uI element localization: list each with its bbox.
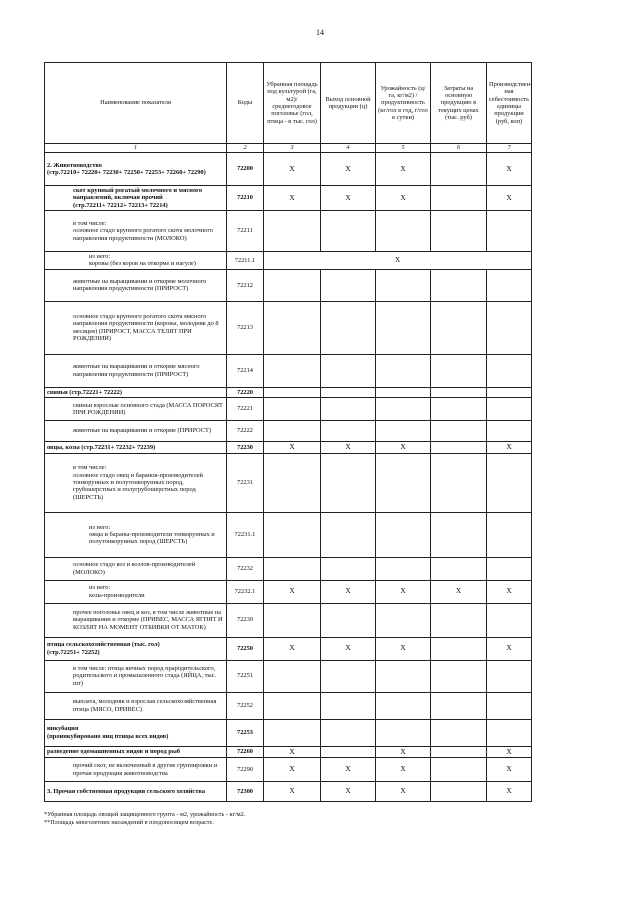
indicator-code: 72230: [227, 442, 264, 454]
indicator-name: животные на выращивании и откорме мясного направления продуктивности (ПРИРОСТ): [45, 354, 227, 387]
value-cell: X: [264, 746, 321, 758]
table-body: [45, 153, 532, 802]
value-cell: [431, 387, 487, 397]
value-cell: X: [321, 186, 376, 211]
value-cell: X: [264, 442, 321, 454]
indicator-code: 72231: [227, 453, 264, 512]
indicator-code: 72231.1: [227, 512, 264, 557]
value-cell: [264, 354, 321, 387]
value-cell: [431, 354, 487, 387]
value-cell: [321, 387, 376, 397]
value-cell: X: [321, 442, 376, 454]
value-cell: [264, 398, 321, 421]
indicator-code: 72212: [227, 269, 264, 301]
indicator-code: 72251: [227, 660, 264, 692]
col-number: 5: [376, 144, 431, 153]
value-cell: [431, 512, 487, 557]
value-cell: [487, 301, 532, 354]
value-cell: [376, 301, 431, 354]
indicator-name: из него: козы-производители: [45, 580, 227, 603]
value-cell: X: [376, 186, 431, 211]
header-yield: Урожайность (ц/га, кг/м2) / продуктивность (кг/гол в год, г/гол в сутки): [376, 63, 431, 144]
indicator-code: 72214: [227, 354, 264, 387]
value-cell: [431, 453, 487, 512]
value-cell: X: [487, 186, 532, 211]
value-cell: [376, 354, 431, 387]
value-cell: [264, 660, 321, 692]
table-row: [45, 387, 532, 397]
header-row: [45, 63, 532, 144]
value-cell: X: [264, 637, 321, 660]
indicator-name: птица сельскохозяйственная (тыс. гол) (стр.72251+ 72252): [45, 637, 227, 660]
indicator-code: 72252: [227, 692, 264, 719]
value-cell: [431, 719, 487, 746]
value-cell: [264, 512, 321, 557]
footnote: *Убранная площадь овощей защищенного грунта - м2, урожайность - кг/м2.: [44, 811, 246, 818]
indicator-code: 72253: [227, 719, 264, 746]
value-cell: X: [487, 153, 532, 186]
value-cell: [487, 453, 532, 512]
indicator-code: 72290: [227, 758, 264, 782]
value-cell: X: [264, 186, 321, 211]
indicator-name: инкубация (проинкубировано яиц птицы всех видов): [45, 719, 227, 746]
value-cell: [376, 557, 431, 580]
indicator-name: свиньи взрослые основного стада (МАССА ПОРОСЯТ ПРИ РОЖДЕНИИ): [45, 398, 227, 421]
value-cell: [431, 758, 487, 782]
indicator-code: 72239: [227, 603, 264, 637]
indicator-code: 72213: [227, 301, 264, 354]
table-row: [45, 301, 532, 354]
indicator-name: прочее поголовье овец и коз, в том числе животные на выращивании и откорме (ПРИВЕС, МАССА ЯГНЯТ И КОЗЛЯТ НА МОМЕНТ ОТБИВКИ ОТ МАТОК): [45, 603, 227, 637]
value-cell: [431, 442, 487, 454]
value-cell: [321, 746, 376, 758]
value-cell: [264, 603, 321, 637]
value-cell: [431, 269, 487, 301]
value-cell: [264, 719, 321, 746]
value-cell: [431, 211, 487, 252]
value-cell: X: [487, 782, 532, 802]
value-cell: [487, 398, 532, 421]
indicator-name: овцы, козы (стр.72231+ 72232+ 72239): [45, 442, 227, 454]
footnotes: [44, 811, 245, 827]
value-cell: [376, 719, 431, 746]
value-cell: [431, 398, 487, 421]
indicator-name: животные на выращивании и откорме (ПРИРОСТ): [45, 421, 227, 442]
value-cell: X: [264, 782, 321, 802]
value-cell: [321, 269, 376, 301]
indicator-code: 72222: [227, 421, 264, 442]
value-cell: [321, 301, 376, 354]
indicator-name: скот крупный рогатый молочного и мясного направлений, включая прочий (стр.72211+ 72212+ 72213+ 72214): [45, 186, 227, 211]
header-cost-per-unit: Производствен-ная себестоимость единицы продукции (руб, коп): [487, 63, 532, 144]
value-cell: [321, 603, 376, 637]
value-cell: [321, 719, 376, 746]
value-cell: [487, 719, 532, 746]
indicator-code: 72221: [227, 398, 264, 421]
value-cell: [376, 660, 431, 692]
value-cell: [487, 387, 532, 397]
value-cell: [431, 637, 487, 660]
value-cell: [376, 387, 431, 397]
value-cell: X: [321, 758, 376, 782]
value-cell: X: [487, 758, 532, 782]
value-cell: [376, 398, 431, 421]
table-row: [45, 398, 532, 421]
indicator-code: 72200: [227, 153, 264, 186]
value-cell: [264, 421, 321, 442]
value-cell: X: [487, 580, 532, 603]
col-number: 1: [45, 144, 227, 153]
value-cell: [431, 692, 487, 719]
indicator-code: 72232.1: [227, 580, 264, 603]
value-cell: [321, 354, 376, 387]
indicator-name: свиньи (стр.72221+ 72222): [45, 387, 227, 397]
value-cell: [431, 557, 487, 580]
table-row: [45, 153, 532, 186]
value-cell: X: [321, 153, 376, 186]
value-cell: [264, 387, 321, 397]
value-cell: X: [376, 746, 431, 758]
table-row: [45, 719, 532, 746]
value-cell: [431, 746, 487, 758]
value-cell: [321, 211, 376, 252]
value-cell: X: [431, 580, 487, 603]
indicator-name: в том числе: птица яичных пород прародительского, родительского и промышленного стада (ЯЙЦА, тыс. шт): [45, 660, 227, 692]
value-cell: [487, 211, 532, 252]
value-cell: [321, 398, 376, 421]
table-row: [45, 746, 532, 758]
value-cell: [376, 692, 431, 719]
indicator-code: 72232: [227, 557, 264, 580]
value-cell: X: [264, 580, 321, 603]
indicator-name: 3. Прочая собственная продукция сельского хозяйства: [45, 782, 227, 802]
value-cell: X: [321, 782, 376, 802]
indicator-code: 72250: [227, 637, 264, 660]
indicator-code: 72300: [227, 782, 264, 802]
value-cell: [321, 692, 376, 719]
value-cell: X: [376, 637, 431, 660]
value-cell: X: [376, 782, 431, 802]
value-cell: [376, 603, 431, 637]
page-number: 14: [316, 28, 324, 37]
table-row: [45, 512, 532, 557]
value-cell: [321, 557, 376, 580]
value-cell: X: [487, 442, 532, 454]
header-code: Коды: [227, 63, 264, 144]
indicator-name: животные на выращивании и откорме молочного направления продуктивности (ПРИРОСТ): [45, 269, 227, 301]
indicator-name: 2. Животноводство (стр.72210+ 72220+ 72230+ 72250+ 72253+ 72260+ 72290): [45, 153, 227, 186]
indicator-name: в том числе: основное стадо овец и баранов-производителей тонкорунных и полутонкорунных пород, грубошерстных и полугрубошерстных пород (ШЕРСТЬ): [45, 453, 227, 512]
col-number: 6: [431, 144, 487, 153]
col-number: 4: [321, 144, 376, 153]
table-row: [45, 580, 532, 603]
table-row: [45, 692, 532, 719]
header-costs: Затраты на основную продукцию в текущих ценах (тыс. руб): [431, 63, 487, 144]
table-row: [45, 252, 532, 270]
header-output: Выход основной продукции (ц): [321, 63, 376, 144]
table-row: [45, 442, 532, 454]
value-cell: [487, 269, 532, 301]
table-row: [45, 421, 532, 442]
value-cell: [264, 692, 321, 719]
value-cell: X: [487, 746, 532, 758]
indicator-name: основное стадо коз и козлов-производителей (МОЛОКО): [45, 557, 227, 580]
value-cell: X: [376, 580, 431, 603]
table-row: [45, 557, 532, 580]
indicator-code: 72260: [227, 746, 264, 758]
table-row: [45, 186, 532, 211]
value-cell: [487, 557, 532, 580]
table-row: [45, 660, 532, 692]
value-cell: [431, 153, 487, 186]
value-cell: [264, 211, 321, 252]
value-cell: [431, 421, 487, 442]
table-row: [45, 269, 532, 301]
indicator-name: из него: овцы и бараны-производители тонкорунных и полутонкорунных пород (ШЕРСТЬ): [45, 512, 227, 557]
table-row: [45, 603, 532, 637]
indicator-code: 72210: [227, 186, 264, 211]
table-row: [45, 354, 532, 387]
value-cell: [431, 660, 487, 692]
indicator-name: в том числе: основное стадо крупного рогатого скота молочного направления продуктивности (МОЛОКО): [45, 211, 227, 252]
merged-value-cell: X: [264, 252, 532, 270]
value-cell: [487, 354, 532, 387]
value-cell: [264, 453, 321, 512]
value-cell: [376, 269, 431, 301]
indicators-table: [44, 62, 532, 802]
indicator-code: 72220: [227, 387, 264, 397]
table-row: [45, 782, 532, 802]
value-cell: [376, 512, 431, 557]
header-name: Наименование показателя: [45, 63, 227, 144]
indicator-code: 72211: [227, 211, 264, 252]
value-cell: [431, 603, 487, 637]
value-cell: X: [376, 442, 431, 454]
value-cell: [264, 557, 321, 580]
indicator-name: выплата, молодняк и взрослая сельскохозяйственная птица (МЯСО, ПРИВЕС): [45, 692, 227, 719]
value-cell: [487, 421, 532, 442]
col-number: 7: [487, 144, 532, 153]
table-row: [45, 637, 532, 660]
indicator-code: 72211.1: [227, 252, 264, 270]
value-cell: X: [487, 637, 532, 660]
col-number: 3: [264, 144, 321, 153]
value-cell: [487, 692, 532, 719]
value-cell: [264, 269, 321, 301]
column-number-row: [45, 144, 532, 153]
value-cell: [431, 782, 487, 802]
footnote: **Площадь многолетних насаждений в плодоносящем возрасте.: [44, 819, 214, 827]
value-cell: [431, 301, 487, 354]
header-area: Убранная площадь под культурой (га, м2)/ среднегодовое поголовье (гол, птица - в тыс. гол): [264, 63, 321, 144]
value-cell: X: [264, 153, 321, 186]
value-cell: [321, 421, 376, 442]
value-cell: [487, 512, 532, 557]
table-row: [45, 758, 532, 782]
value-cell: [376, 421, 431, 442]
value-cell: [321, 512, 376, 557]
value-cell: [487, 603, 532, 637]
value-cell: X: [321, 637, 376, 660]
value-cell: X: [321, 580, 376, 603]
value-cell: X: [376, 153, 431, 186]
indicator-name: из него: коровы (без коров на откорме и нагуле): [45, 252, 227, 270]
value-cell: [264, 301, 321, 354]
value-cell: [321, 660, 376, 692]
value-cell: [431, 186, 487, 211]
indicator-name: разведение одомашненных видов и пород рыб: [45, 746, 227, 758]
indicator-name: основное стадо крупного рогатого скота мясного направления продуктивности (коровы, молодняк до 8 месяцев) (ПРИРОСТ, МАССА ТЕЛЯТ ПРИ РОЖДЕНИИ): [45, 301, 227, 354]
value-cell: X: [264, 758, 321, 782]
value-cell: [376, 211, 431, 252]
value-cell: [487, 660, 532, 692]
value-cell: X: [376, 758, 431, 782]
indicator-name: прочий скот, не включенный в другие группировки и прочая продукция животноводства: [45, 758, 227, 782]
value-cell: [376, 453, 431, 512]
value-cell: [321, 453, 376, 512]
table-row: [45, 211, 532, 252]
table-row: [45, 453, 532, 512]
col-number: 2: [227, 144, 264, 153]
